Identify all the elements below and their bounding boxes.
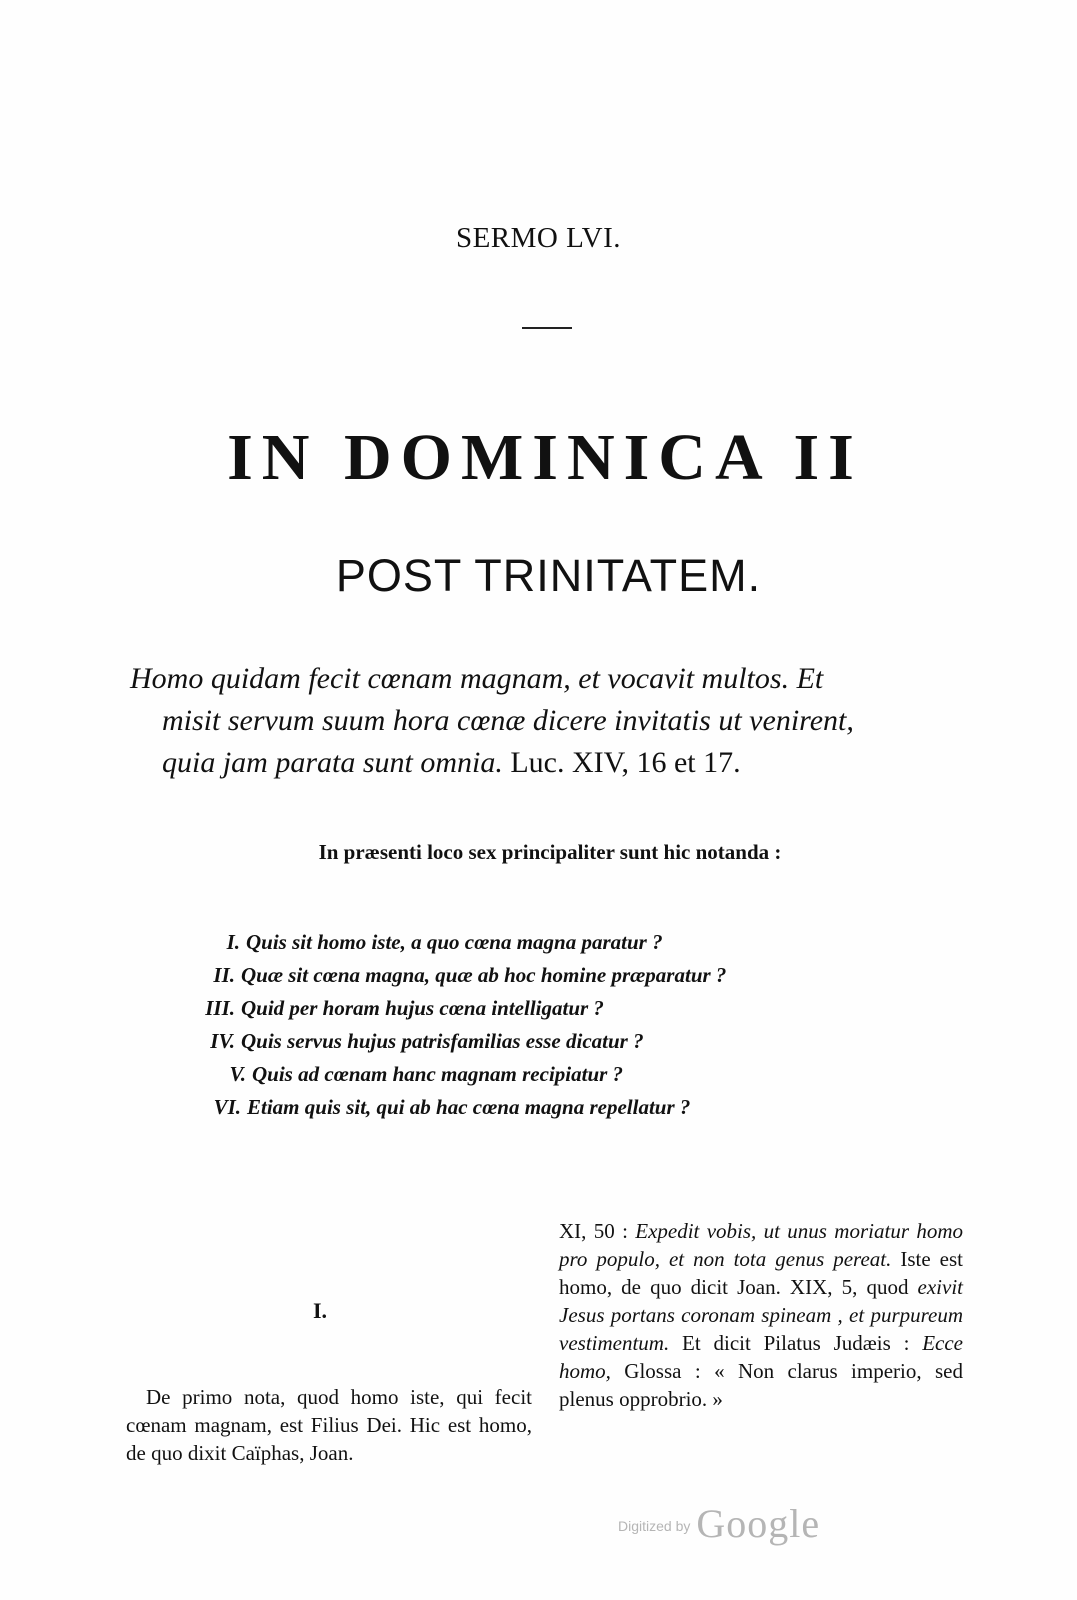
scripture-epigraph [130,658,970,784]
point-number: VI. [213,1095,241,1119]
intro-sentence: In præsenti loco sex principaliter sunt hic notanda : [318,840,782,864]
epigraph-line-1: Homo quidam fecit cœnam magnam, et vocavit multos. Et [130,662,824,695]
point-text: Quis servus hujus patrisfamilias esse dicatur ? [241,1029,644,1053]
point-number: V. [229,1062,246,1086]
right-column-run: Glossa : « Non clarus imperio, sed plenus opprobrio. » [559,1359,963,1411]
point-item [200,1025,840,1058]
right-column-run: exivit Jesus portans coronam spineam , et purpureum vestimentum. [559,1275,963,1355]
digitization-watermark [618,1500,820,1547]
point-text: Quid per horam hujus cœna intelligatur ? [241,996,604,1020]
page-subtitle: POST TRINITATEM. [335,550,762,601]
right-column-run: Ecce homo, [559,1331,963,1383]
watermark-logo: Google [696,1501,821,1546]
point-item [200,992,840,1025]
right-column-run: Iste est homo, de quo dicit Joan. XIX, 5, quod [559,1247,963,1299]
page-title: IN DOMINICA II [227,421,863,494]
right-column-run: XI, 50 : [559,1219,636,1243]
point-number: II. [213,963,235,987]
left-column-paragraph: De primo nota, quod homo iste, qui fecit cœnam magnam, est Filius Dei. Hic est homo, de quo dixit Caïphas, Joan. [126,1385,532,1465]
scripture-reference: Luc. XIV, 16 et 17. [510,746,741,779]
right-column-text [559,1217,963,1413]
epigraph-line-2: misit servum suum hora cœnæ dicere invitatis ut venirent, [162,704,854,737]
section-number: I. [313,1298,328,1323]
points-list [200,926,840,1124]
point-item [200,959,840,992]
point-text: Etiam quis sit, qui ab hac cœna magna repellatur ? [247,1095,691,1119]
point-item [200,1058,840,1091]
right-column-run: Et dicit Pilatus Judæis : [669,1331,923,1355]
left-column-text [126,1383,532,1467]
point-number: I. [226,930,240,954]
divider-rule [522,327,572,329]
point-text: Quæ sit cœna magna, quæ ab hoc homine præparatur ? [241,963,727,987]
epigraph-line-3-text: quia jam parata sunt omnia. [162,746,503,779]
point-text: Quis ad cœnam hanc magnam recipiatur ? [252,1062,624,1086]
point-item [200,1091,840,1124]
watermark-prefix: Digitized by [618,1518,691,1534]
sermon-number: SERMO LVI. [455,222,622,254]
epigraph-line-3 [130,742,970,784]
point-item [200,926,840,959]
right-column-run: Expedit vobis, ut unus moriatur homo pro populo, et non tota genus pereat. [559,1219,963,1271]
point-text: Quis sit homo iste, a quo cœna magna paratur ? [246,930,663,954]
point-number: III. [205,996,235,1020]
point-number: IV. [210,1029,235,1053]
